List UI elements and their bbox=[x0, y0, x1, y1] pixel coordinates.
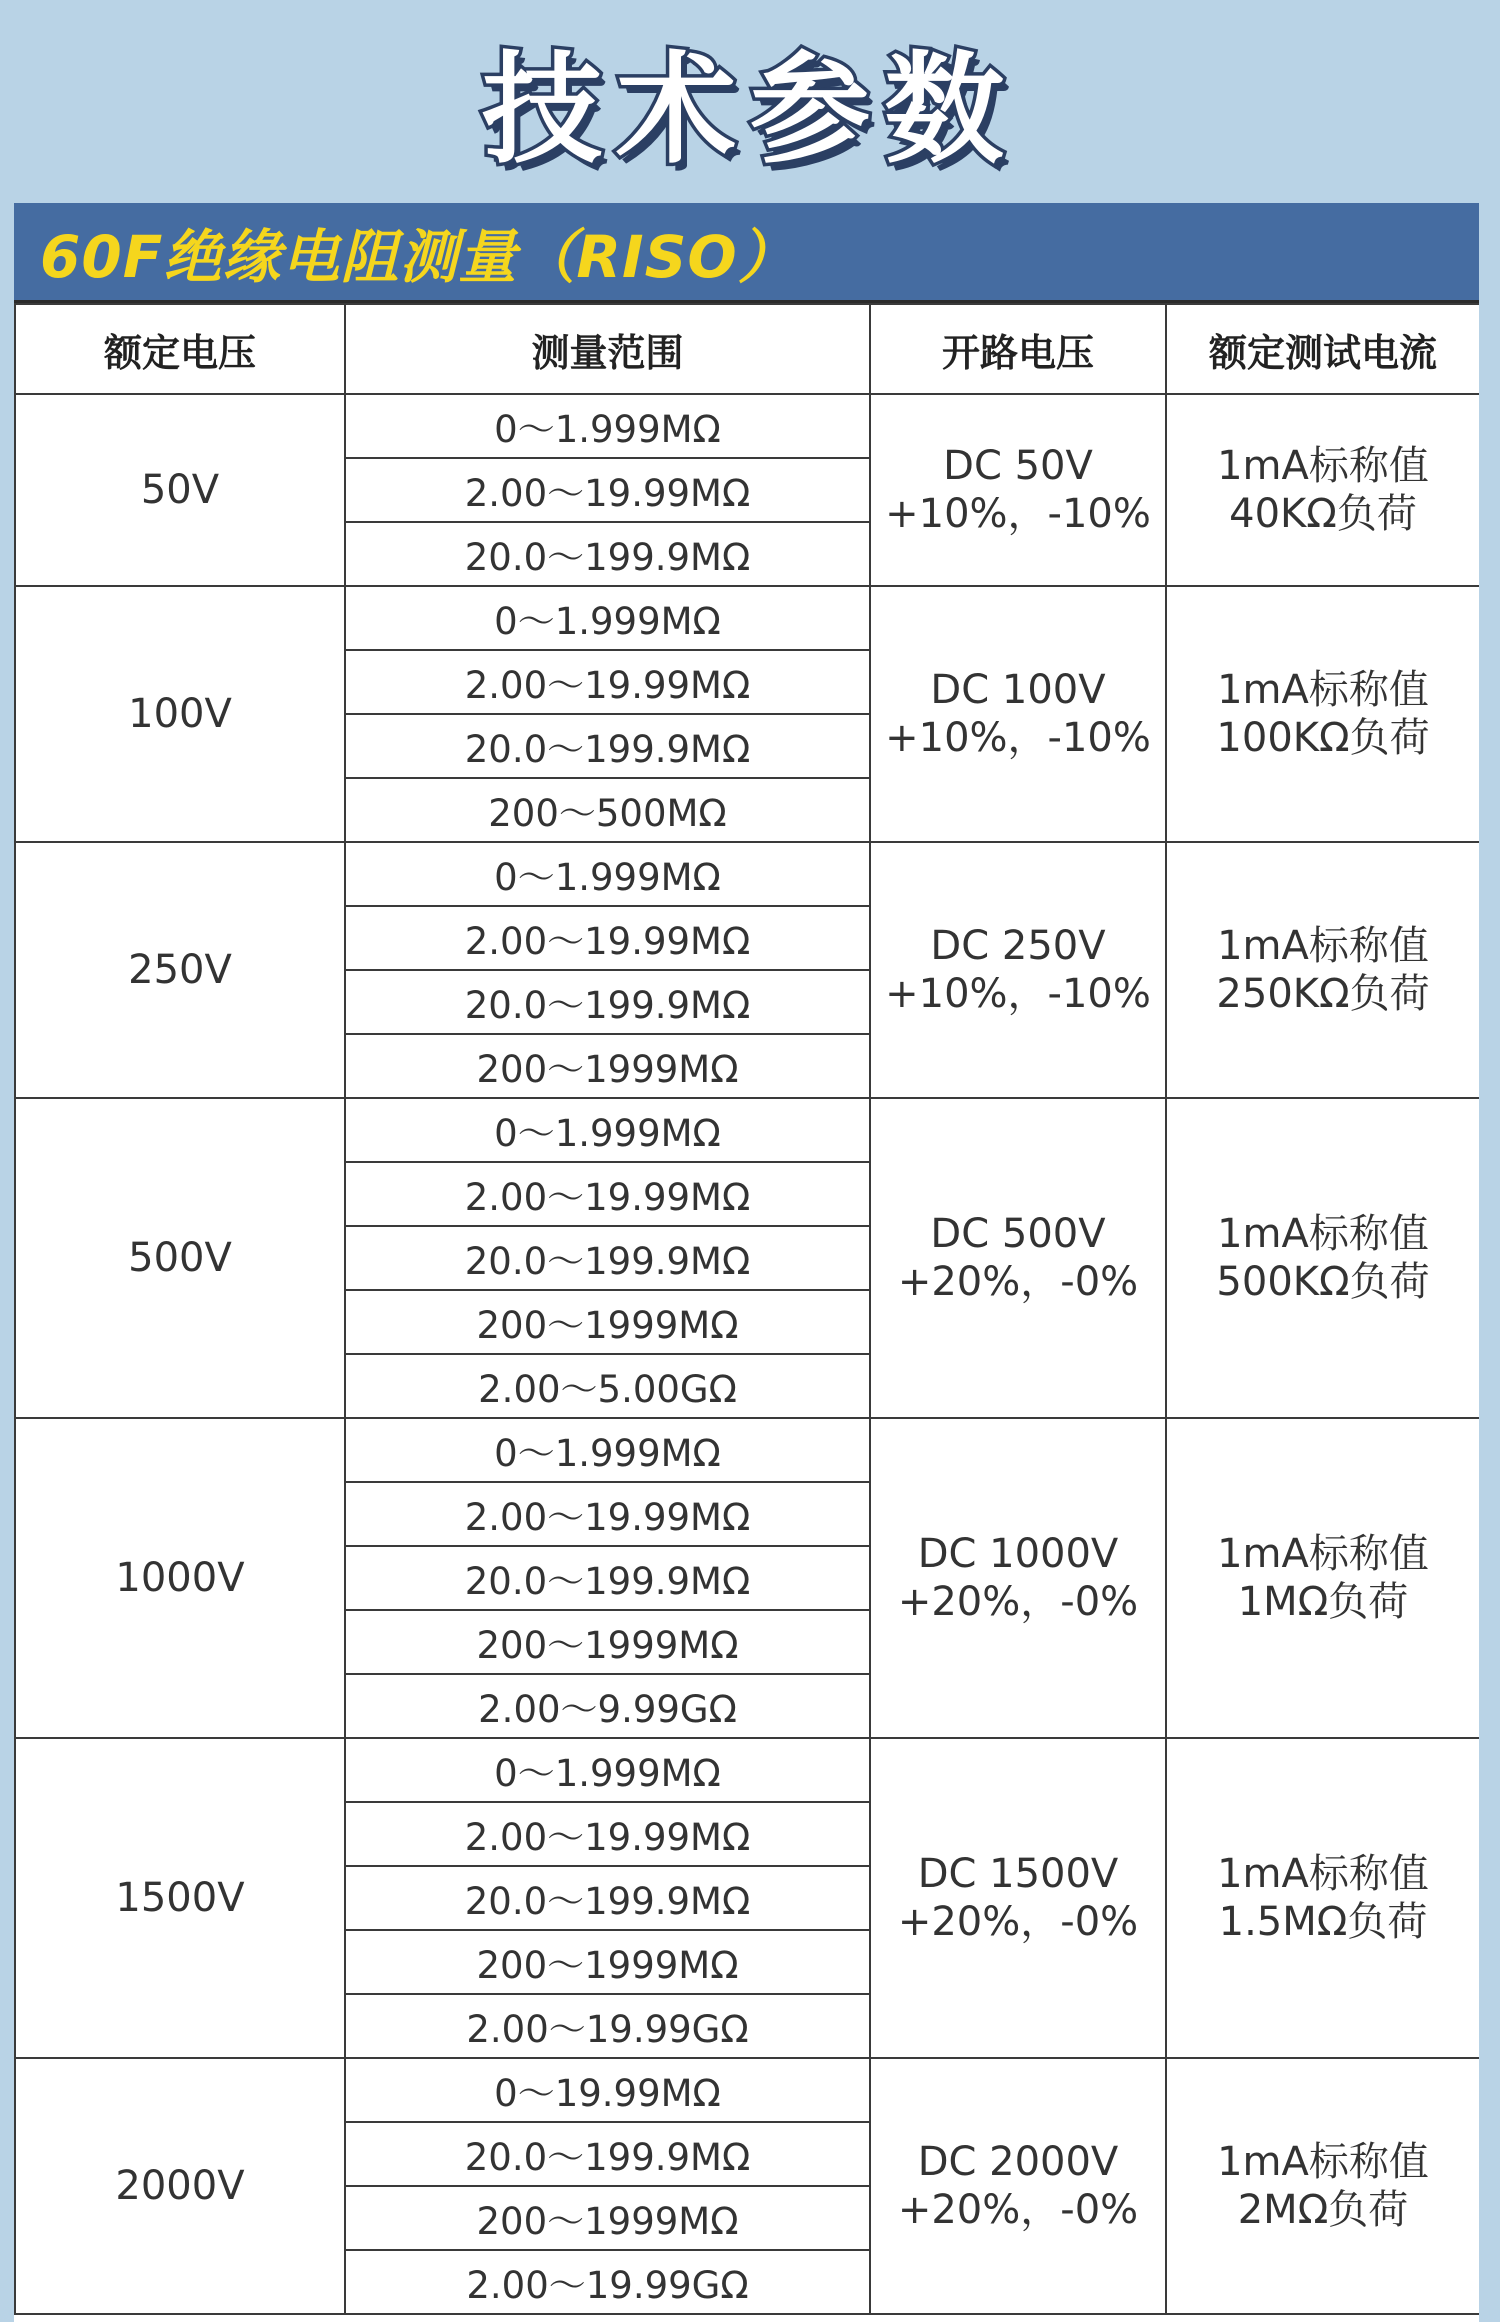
header-test-current: 额定测试电流 bbox=[1166, 304, 1479, 394]
measure-range-cell: 2.00～19.99MΩ bbox=[345, 906, 870, 970]
rated-voltage-cell: 2000V bbox=[15, 2058, 345, 2314]
measure-range-cell: 0～1.999MΩ bbox=[345, 1738, 870, 1802]
open-circuit-voltage-line: +20%，-0% bbox=[897, 1259, 1139, 1305]
open-circuit-voltage-line: DC 50V bbox=[943, 443, 1093, 489]
test-current-line: 1.5MΩ负荷 bbox=[1218, 1899, 1428, 1945]
measure-range-cell: 2.00～19.99MΩ bbox=[345, 458, 870, 522]
measure-range-cell: 2.00～19.99MΩ bbox=[345, 1802, 870, 1866]
measure-range-cell: 20.0～199.9MΩ bbox=[345, 2122, 870, 2186]
test-current-line: 1mA标称值 bbox=[1217, 443, 1429, 489]
test-current-cell bbox=[1166, 1738, 1479, 2058]
measure-range-cell: 0～1.999MΩ bbox=[345, 586, 870, 650]
measure-range-cell: 20.0～199.9MΩ bbox=[345, 1226, 870, 1290]
test-current-line: 1mA标称值 bbox=[1217, 923, 1429, 969]
measure-range-cell: 2.00～9.99GΩ bbox=[345, 1674, 870, 1738]
measure-range-cell: 0～1.999MΩ bbox=[345, 1418, 870, 1482]
measure-range-cell: 200～1999MΩ bbox=[345, 1930, 870, 1994]
table-row bbox=[15, 1098, 1479, 1162]
test-current-cell bbox=[1166, 1098, 1479, 1418]
measure-range-cell: 20.0～199.9MΩ bbox=[345, 522, 870, 586]
test-current-line: 500KΩ负荷 bbox=[1216, 1259, 1430, 1305]
rated-voltage-cell: 250V bbox=[15, 842, 345, 1098]
measure-range-cell: 2.00～5.00GΩ bbox=[345, 1354, 870, 1418]
spec-panel bbox=[14, 203, 1479, 2322]
measure-range-cell: 0～19.99MΩ bbox=[345, 2058, 870, 2122]
test-current-line: 1mA标称值 bbox=[1217, 667, 1429, 713]
measure-range-cell: 200～1999MΩ bbox=[345, 1290, 870, 1354]
section-title: 60F绝缘电阻测量（RISO） bbox=[40, 222, 797, 291]
test-current-line: 2MΩ负荷 bbox=[1237, 2187, 1409, 2233]
open-circuit-voltage-cell bbox=[870, 1418, 1166, 1738]
header-rated-voltage: 额定电压 bbox=[15, 304, 345, 394]
measure-range-cell: 2.00～19.99GΩ bbox=[345, 2250, 870, 2314]
open-circuit-voltage-cell bbox=[870, 586, 1166, 842]
test-current-line: 100KΩ负荷 bbox=[1216, 715, 1430, 761]
header-open-circuit-voltage: 开路电压 bbox=[870, 304, 1166, 394]
rated-voltage-cell: 50V bbox=[15, 394, 345, 586]
open-circuit-voltage-cell bbox=[870, 842, 1166, 1098]
test-current-cell bbox=[1166, 2058, 1479, 2314]
table-row bbox=[15, 1418, 1479, 1482]
open-circuit-voltage-cell bbox=[870, 1738, 1166, 2058]
test-current-cell bbox=[1166, 842, 1479, 1098]
open-circuit-voltage-line: DC 1000V bbox=[917, 1531, 1119, 1577]
header-measure-range: 测量范围 bbox=[345, 304, 870, 394]
measure-range-cell: 2.00～19.99MΩ bbox=[345, 650, 870, 714]
test-current-line: 40KΩ负荷 bbox=[1229, 491, 1417, 537]
open-circuit-voltage-line: DC 100V bbox=[930, 667, 1106, 713]
test-current-line: 1mA标称值 bbox=[1217, 1531, 1429, 1577]
rated-voltage-cell: 500V bbox=[15, 1098, 345, 1418]
table-header-row bbox=[15, 304, 1479, 394]
table-row bbox=[15, 1738, 1479, 1802]
test-current-line: 250KΩ负荷 bbox=[1216, 971, 1430, 1017]
measure-range-cell: 200～500MΩ bbox=[345, 778, 870, 842]
test-current-cell bbox=[1166, 586, 1479, 842]
open-circuit-voltage-line: DC 500V bbox=[930, 1211, 1106, 1257]
open-circuit-voltage-line: +20%，-0% bbox=[897, 1579, 1139, 1625]
measure-range-cell: 20.0～199.9MΩ bbox=[345, 970, 870, 1034]
test-current-line: 1mA标称值 bbox=[1217, 1211, 1429, 1257]
open-circuit-voltage-line: DC 2000V bbox=[917, 2139, 1119, 2185]
test-current-line: 1mA标称值 bbox=[1217, 1851, 1429, 1897]
test-current-cell bbox=[1166, 1418, 1479, 1738]
measure-range-cell: 200～1999MΩ bbox=[345, 2186, 870, 2250]
test-current-cell bbox=[1166, 394, 1479, 586]
rated-voltage-cell: 100V bbox=[15, 586, 345, 842]
table-row bbox=[15, 586, 1479, 650]
measure-range-cell: 20.0～199.9MΩ bbox=[345, 1546, 870, 1610]
open-circuit-voltage-line: +10%，-10% bbox=[885, 491, 1151, 537]
open-circuit-voltage-cell bbox=[870, 1098, 1166, 1418]
page-title: 技术参数 bbox=[482, 41, 1018, 180]
measure-range-cell: 2.00～19.99MΩ bbox=[345, 1482, 870, 1546]
measure-range-cell: 2.00～19.99MΩ bbox=[345, 1162, 870, 1226]
measure-range-cell: 20.0～199.9MΩ bbox=[345, 714, 870, 778]
open-circuit-voltage-line: +20%，-0% bbox=[897, 2187, 1139, 2233]
table-row bbox=[15, 842, 1479, 906]
measure-range-cell: 0～1.999MΩ bbox=[345, 1098, 870, 1162]
table-row bbox=[15, 394, 1479, 458]
open-circuit-voltage-line: +20%，-0% bbox=[897, 1899, 1139, 1945]
test-current-line: 1mA标称值 bbox=[1217, 2139, 1429, 2185]
measure-range-cell: 200～1999MΩ bbox=[345, 1610, 870, 1674]
open-circuit-voltage-line: DC 1500V bbox=[917, 1851, 1119, 1897]
open-circuit-voltage-line: +10%，-10% bbox=[885, 971, 1151, 1017]
table-row bbox=[15, 2058, 1479, 2122]
open-circuit-voltage-line: +10%，-10% bbox=[885, 715, 1151, 761]
spec-table bbox=[14, 303, 1479, 2315]
measure-range-cell: 200～1999MΩ bbox=[345, 1034, 870, 1098]
section-header bbox=[14, 203, 1479, 303]
open-circuit-voltage-cell bbox=[870, 394, 1166, 586]
measure-range-cell: 2.00～19.99GΩ bbox=[345, 1994, 870, 2058]
open-circuit-voltage-line: DC 250V bbox=[930, 923, 1106, 969]
measure-range-cell: 0～1.999MΩ bbox=[345, 842, 870, 906]
measure-range-cell: 0～1.999MΩ bbox=[345, 394, 870, 458]
measure-range-cell: 20.0～199.9MΩ bbox=[345, 1866, 870, 1930]
table-body bbox=[15, 394, 1479, 2314]
rated-voltage-cell: 1500V bbox=[15, 1738, 345, 2058]
test-current-line: 1MΩ负荷 bbox=[1237, 1579, 1409, 1625]
rated-voltage-cell: 1000V bbox=[15, 1418, 345, 1738]
open-circuit-voltage-cell bbox=[870, 2058, 1166, 2314]
page-heading bbox=[0, 0, 1500, 200]
